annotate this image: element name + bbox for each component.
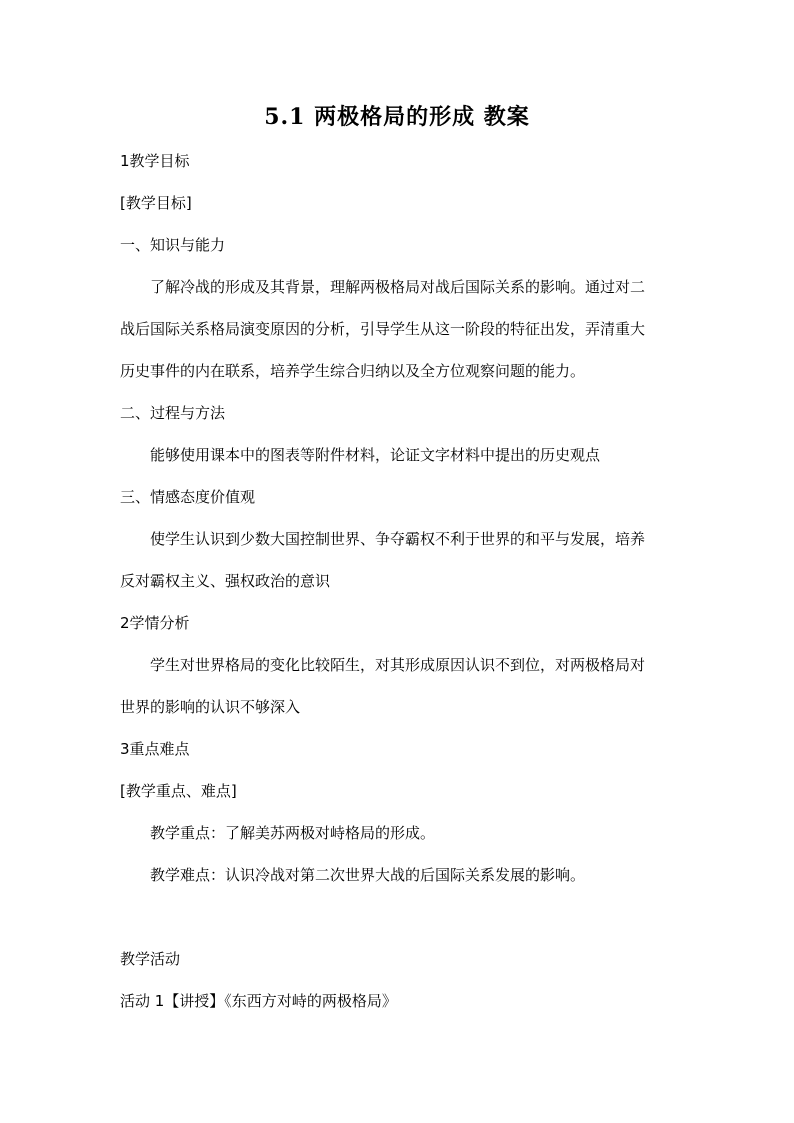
activities-heading: 教学活动 [120,950,181,968]
section-heading-analysis: 2学情分析 [120,614,190,632]
part-heading-values: 三、情感态度价值观 [120,488,256,506]
paragraph-line: 世界的影响的认识不够深入 [120,698,301,716]
part-heading-knowledge: 一、知识与能力 [120,236,226,254]
paragraph-line: 能够使用课本中的图表等附件材料，论证文字材料中提出的历史观点 [150,446,601,464]
bracket-keypoints: [教学重点、难点] [120,782,237,800]
paragraph-line: 反对霸权主义、强权政治的意识 [120,572,331,590]
activity-item: 活动 1【讲授】《东西方对峙的两极格局》 [120,992,397,1010]
keypoint-line: 教学重点：了解美苏两极对峙格局的形成。 [150,824,436,842]
paragraph-line: 历史事件的内在联系，培养学生综合归纳以及全方位观察问题的能力。 [120,362,586,380]
difficulty-line: 教学难点：认识冷战对第二次世界大战的后国际关系发展的影响。 [150,866,586,884]
section-heading-keypoints: 3重点难点 [120,740,190,758]
paragraph-line: 学生对世界格局的变化比较陌生，对其形成原因认识不到位，对两极格局对 [150,656,646,674]
paragraph-line: 战后国际关系格局演变原因的分析，引导学生从这一阶段的特征出发，弄清重大 [120,320,646,338]
document-title: 5.1 两极格局的形成 教案 [264,104,530,130]
paragraph-line: 使学生认识到少数大国控制世界、争夺霸权不利于世界的和平与发展，培养 [150,530,646,548]
part-heading-process: 二、过程与方法 [120,404,226,422]
section-heading-objectives: 1教学目标 [120,152,190,170]
bracket-objectives: [教学目标] [120,194,192,212]
paragraph-line: 了解冷战的形成及其背景，理解两极格局对战后国际关系的影响。通过对二 [150,278,646,296]
